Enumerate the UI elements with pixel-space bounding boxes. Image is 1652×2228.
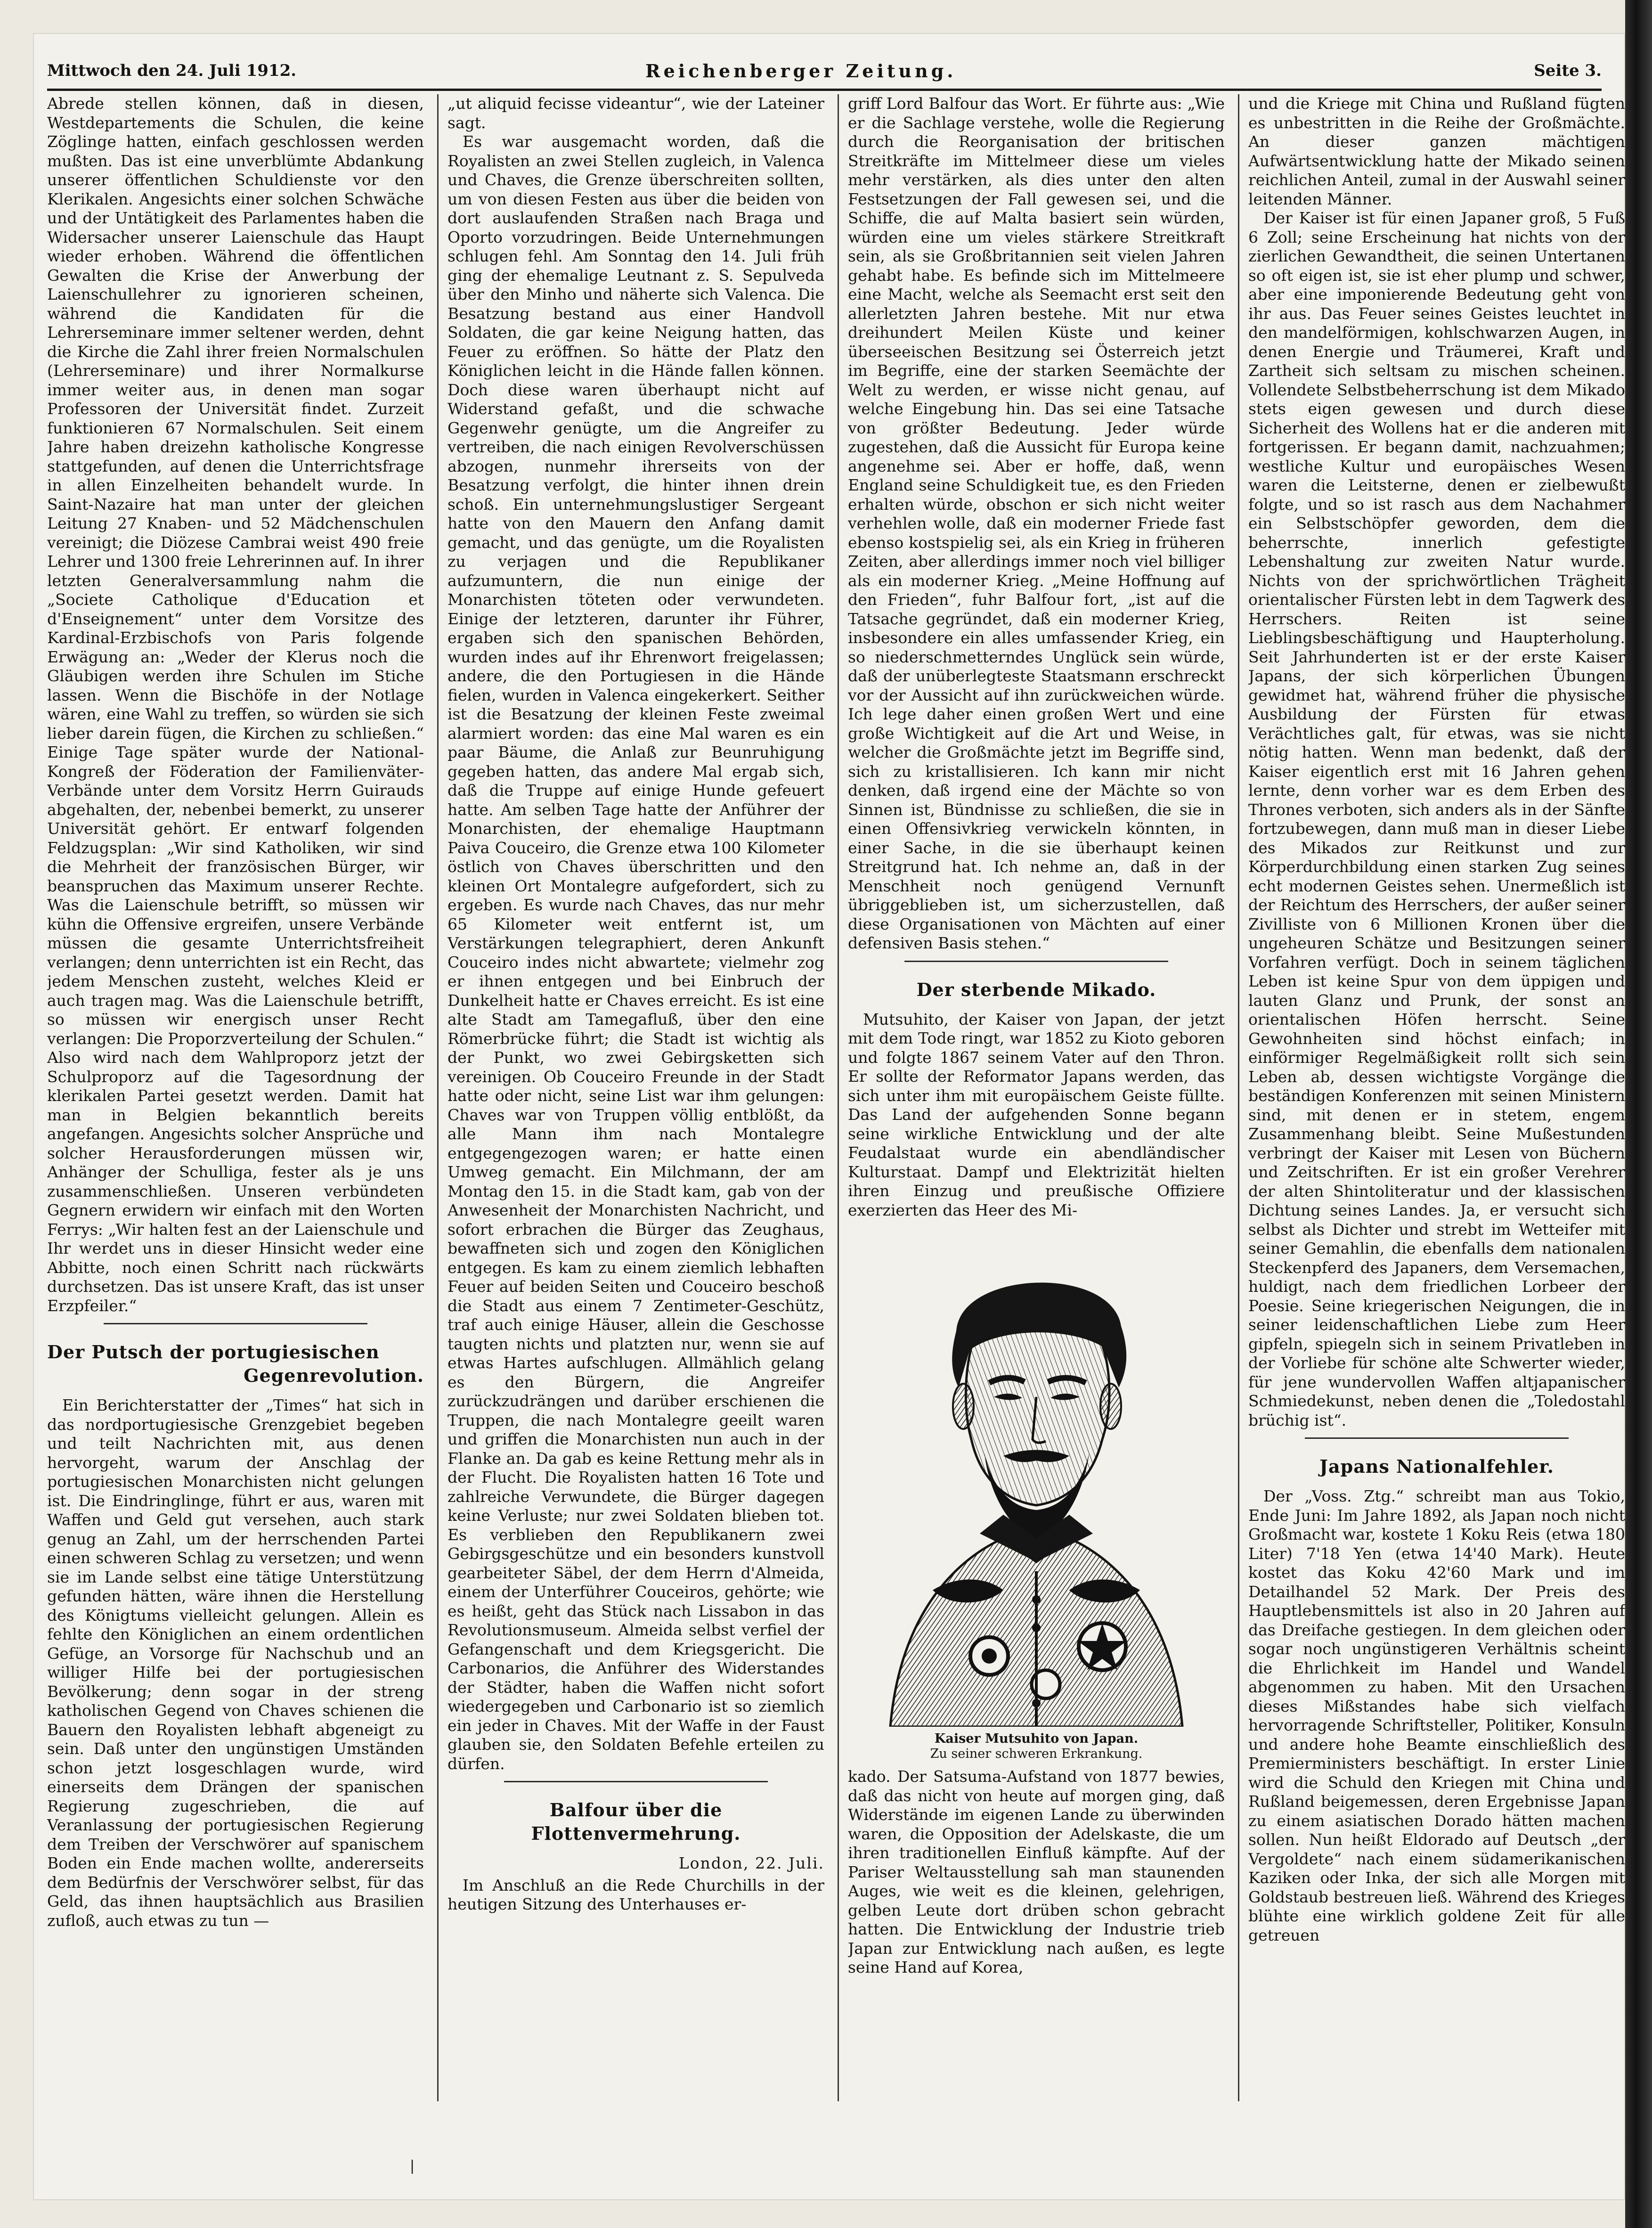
headline-japan-fault: Japans Nationalfehler. <box>1319 1456 1554 1477</box>
page-number: Seite 3. <box>1534 61 1602 80</box>
caption-main: Kaiser Mutsuhito von Japan. <box>934 1731 1139 1746</box>
portugal-continued-text: „ut aliquid fecisse videantur“, wie der Lateiner sagt. <box>448 94 824 132</box>
newspaper-title: Reichenberger Zeitung. <box>645 60 957 82</box>
column-1 <box>47 94 424 2115</box>
headline-mikado: Der sterbende Mikado. <box>916 979 1156 1000</box>
header-date: Mittwoch den 24. Juli 1912. <box>47 61 297 80</box>
school-article-text: Abrede stellen können, daß in diesen, Westdepartements die Schulen, die keine Zöglinge hatten, einfach geschlossen werden mußten. Das ist eine unverblümte Abdankung unserer öffentlichen Schuldienste vor den Klerikalen. Angesichts einer solchen Schwäche und der Untätigkeit des Parlamentes haben die Widersacher unserer Laienschule das Haupt wieder erhoben. Während die öffentlichen Gewalten die Krise der Anwerbung der Laienschullehrer zu ignorieren scheinen, während die Kandidaten für die Lehrerseminare immer seltener werden, dehnt die Kirche die Zahl ihrer freien Normalschulen (Lehrerseminare) und ihrer Normalkurse immer weiter aus, in denen man sogar Professoren der Universität findet. Zurzeit funktionieren 67 Normalschulen. Seit einem Jahre haben dreizehn katholische Kongresse stattgefunden, auf denen die Unterrichtsfrage in allen Einzelheiten behandelt wurde. In Saint-Nazaire hat man unter der gleichen Leitung 27 Knaben- und 52 Mädchenschulen vereinigt; die Diözese Cambrai weist 490 freie Lehrer und 1300 freie Lehrerinnen auf. In ihrer letzten Generalversammlung nahm die „Societe Catholique d'Education et d'Enseignement“ unter dem Vorsitze des Kardinal-Erzbischofs von Paris folgende Erwägung an: „Weder der Klerus noch die Gläubigen werden ihre Schulen im Stiche lassen. Wenn die Bischöfe in der Notlage wären, eine Wahl zu treffen, so würden sie sich lieber darein fügen, die Kirchen zu schließen.“ Einige Tage später wurde der National-Kongreß der Föderation der Familienväter-Verbände unter dem Vorsitz Herrn Guirauds abgehalten, der, nebenbei bemerkt, zu unserer Universität gehört. Er entwarf folgenden Feldzugsplan: „Wir sind Katholiken, wir sind die Mehrheit der französischen Bürger, wir beanspruchen das Maximum unserer Rechte. Was die Laienschule betrifft, so müssen wir kühn die Offensive ergreifen, unsere Verbände müssen die gesamte Unterrichtsfreiheit verlangen; denn unterrichten ist ein Recht, das jedem Menschen zusteht, welches Kleid er auch tragen mag. Was die Laienschule betrifft, so müssen wir energisch unser Recht verlangen: Die Proporzverteilung der Schulen.“ Also wird nach dem Wahlproporz jetzt der Schulproporz auf die Tagesordnung der klerikalen Partei gesetzt werden. Damit hat man in Belgien bekanntlich bereits angefangen. Angesichts solcher Ansprüche und solcher Herausforderungen müssen wir, Anhänger der Schulliga, fester als je uns zusammenschließen. Unseren verbündeten Gegnern erwidern wir einfach mit den Worten Ferrys: „Wir halten fest an der Laienschule und Ihr werdet uns in dieser Hinsicht weder eine Abbitte, noch einen Schritt nach rückwärts durchsetzen. Das ist unsere Kraft, das ist unser Erzpfeiler.“ <box>47 94 424 1315</box>
headline-balfour: Balfour über die Flottenvermehrung. <box>531 1799 741 1844</box>
mikado-portrait <box>848 1232 1225 1727</box>
column-rule <box>1238 94 1239 2101</box>
dateline-london: London, 22. Juli. <box>678 1854 824 1872</box>
caption-sub: Zu seiner schweren Erkrankung. <box>930 1746 1143 1761</box>
header-rule <box>47 89 1602 91</box>
column-3 <box>848 94 1225 2115</box>
mikado-continued-text: kado. Der Satsuma-Aufstand von 1877 bewies, daß das nicht von heute auf morgen ging, daß Widerstände im eigenen Lande zu überwinden waren, die Opposition der Adelskaste, die um ihren traditionellen Einfluß kämpfte. Auf der Pariser Weltausstellung sah man staunenden Auges, wie weit es die kleinen, gelehrigen, gelben Leute dort drüben schon gebracht hatten. Die Entwicklung der Industrie trieb Japan zur Entwicklung nach außen, es legte seine Hand auf Korea, <box>848 1767 1225 1976</box>
portugal-main-text: Es war ausgemacht worden, daß die Royalisten an zwei Stellen zugleich, in Valenca und Chaves, die Grenze überschreiten sollten, um von diesen Festen aus über die beiden von dort auslaufenden Straßen nach Braga und Oporto vorzudringen. Beide Unternehmungen schlugen fehl. Am Sonntag den 14. Juli früh ging der ehemalige Leutnant z. S. Sepulveda über den Minho und näherte sich Valenca. Die Besatzung bestand aus einer Handvoll Soldaten, die gar keine Neigung hatten, das Feuer zu eröffnen. So hätte der Platz den Königlichen leicht in die Hände fallen können. Doch diese waren überhaupt nicht auf Widerstand gefaßt, und die schwache Gegenwehr genügte, um die Angreifer zu vertreiben, die nach einigen Revolverschüssen abzogen, nunmehr ihrerseits von der Besatzung verfolgt, die hinter ihnen drein schoß. Ein unternehmungslustiger Sergeant hatte von den Mauern den Anfang damit gemacht, und das genügte, um die Royalisten zu verjagen und die Republikaner aufzumuntern, die nun einige der Monarchisten töteten oder verwundeten. Einige der letzteren, darunter ihr Führer, ergaben sich den spanischen Behörden, wurden indes auf ihr Ehrenwort freigelassen; andere, die den Portugiesen in die Hände fielen, wurden in Valenca eingekerkert. Seither ist die Besatzung der kleinen Feste zweimal alarmiert worden: das eine Mal waren es ein paar Bäume, die Anlaß zur Beunruhigung gegeben hatten, das andere Mal ergab sich, daß die Truppe auf einige Hunde gefeuert hatte. Am selben Tage hatte der Anführer der Monarchisten, der ehemalige Hauptmann Paiva Couceiro, die Grenze etwa 100 Kilometer östlich von Chaves überschritten und den kleinen Ort Montalegre aufgefordert, sich zu ergeben. Es wurde nach Chaves, das nur mehr 65 Kilometer weit entfernt ist, um Verstärkungen telegraphiert, deren Ankunft Couceiro indes nicht abwartete; vielmehr zog er ihnen entgegen und bei Einbruch der Dunkelheit hatte er Chaves erreicht. Es ist eine alte Stadt am Tamegafluß, über den eine Römerbrücke führt; die Stadt ist wichtig als der Punkt, wo zwei Gebirgsketten sich vereinigen. Ob Couceiro Freunde in der Stadt hatte oder nicht, seine List war ihm gelungen: Chaves war von Truppen völlig entblößt, da alle Mann ihm nach Montalegre entgegengezogen waren; er hatte einen Umweg gemacht. Ein Milchmann, der am Montag den 15. in die Stadt kam, gab von der Anwesenheit der Monarchisten Nachricht, und sofort erbrachen die Bürger das Zeughaus, bewaffneten sich und zogen den Königlichen entgegen. Es kam zu einem ziemlich lebhaften Feuer auf beiden Seiten und Couceiro beschoß die Stadt aus einem 7 Zentimeter-Geschütz, traf auch einige Häuser, allein die Geschosse taugten nichts und platzten nur, wenn sie auf etwas Hartes aufschlugen. Allmählich gelang es den Bürgern, die Angreifer zurückzudrängen und darüber erschienen die Truppen, die nach Montalegre geeilt waren und griffen die Monarchisten nun auch in der Flanke an. Da gab es keine Rettung mehr als in der Flucht. Die Royalisten hatten 16 Tote und zahlreiche Verwundete, die Bürger dagegen keine Verluste; nur zwei Soldaten blieben tot. Es verblieben den Republikanern zwei Gebirgsgeschütze und ein besonders kunstvoll gearbeiteter Säbel, der dem Herrn d'Almeida, einem der Unterführer Couceiros, gehörte; wie es heißt, geht das Stück nach Lissabon in das Revolutionsmuseum. Almeida selbst verfiel der Gefangenschaft und dem Kriegsgericht. Die Carbonarios, die Anführer des Widerstandes der Städter, haben die Waffen nicht sofort wiedergegeben und Carbonario ist so ziemlich ein jeder in Chaves. Mit der Waffe in der Faust glauben sie, den Soldaten Befehle erteilen zu dürfen. <box>448 132 824 1773</box>
section-divider <box>904 961 1168 962</box>
scan-edge <box>1625 0 1652 2228</box>
portrait-caption <box>848 1731 1225 1762</box>
column-4 <box>1248 94 1625 2115</box>
headline-portugal-line1: Der Putsch der portugiesischen <box>47 1341 380 1363</box>
mikado-portrait-text: Der Kaiser ist für einen Japaner groß, 5 Fuß 6 Zoll; seine Erscheinung hat nichts von der zierlichen Gewandtheit, die seinen Untertanen so oft eigen ist, sie ist eher plump und schwer, aber eine imponierende Bedeutung geht von ihr aus. Das Feuer seines Geistes leuchtet in den mandelförmigen, kohlschwarzen Augen, in denen Energie und Träumerei, Kraft und Zartheit sich seltsam zu mischen scheinen. Vollendete Selbstbeherrschung ist dem Mikado stets eigen gewesen und durch diese Sicherheit des Wollens hat er die anderen mit fortgerissen. Er begann damit, nachzuahmen; westliche Kultur und europäisches Wesen waren die Leitsterne, denen er zielbewußt folgte, und so ist rasch aus dem Nachahmer ein Selbstschöpfer geworden, dem die beherrschte, innerlich gefestigte Lebenshaltung zur zweiten Natur wurde. Nichts von der sprichwörtlichen Trägheit orientalischer Fürsten lebt in dem Tagwerk des Herrschers. Reiten ist seine Lieblingsbeschäftigung und Haupterholung. Seit Jahrhunderten ist er der erste Kaiser Japans, der sich körperlichen Übungen gewidmet hat, während früher die physische Ausbildung der Fürsten für etwas Verächtliches galt, für etwas, was sie nicht nötig hatten. Wenn man bedenkt, daß der Kaiser eigentlich erst mit 16 Jahren gehen lernte, denn vorher war es dem Erben des Thrones verboten, sich anders als in der Sänfte fortzubewegen, dann muß man in dieser Liebe des Mikados zur Reitkunst und zur Körperdurchbildung einen starken Zug seines echt modernen Geistes sehen. Unermeßlich ist der Reichtum des Herrschers, der außer seiner Zivilliste von 6 Millionen Kronen über die ungeheuren Schätze und Besitzungen seiner Vorfahren verfügt. Doch in seinem täglichen Leben ist keine Spur von dem üppigen und lauten Glanz und Prunk, der sonst an orientalischen Höfen herrscht. Seine Gewohnheiten sind höchst einfach; in einförmiger Regelmäßigkeit rollt sich sein Leben ab, dessen wichtigste Vorgänge die beständigen Konferenzen mit seinen Ministern sind, mit denen er in stetem, engem Zusammenhang bleibt. Seine Mußestunden verbringt der Kaiser mit Lesen von Büchern und Zeitschriften. Er ist ein großer Verehrer der alten Shintoliteratur und der klassischen Dichtung seines Landes. Ja, er versucht sich selbst als Dichter und strebt im Wetteifer mit seiner Gemahlin, die ebenfalls dem nationalen Steckenpferd des Japaners, dem Versemachen, huldigt, nach dem friedlichen Lorbeer der Poesie. Seine kriegerischen Neigungen, die in seiner leidenschaftlichen Liebe zum Heer gipfeln, spiegeln sich in seinem Privatleben in der Vorliebe für schöne alte Schwerter wieder, für jene wundervollen Waffen altjapanischer Schmiedekunst, neben denen die „Toledostahl brüchig ist“. <box>1248 209 1625 1429</box>
column-rule <box>838 94 839 2101</box>
japan-fault-text: Der „Voss. Ztg.“ schreibt man aus Tokio, Ende Juni: Im Jahre 1892, als Japan noch nicht Großmacht war, kostete 1 Koku Reis (etwa 180 Liter) 7'18 Yen (etwa 14'40 Mark). Heute kostet das Koku 42'60 Mark und im Detailhandel 52 Mark. Der Preis des Hauptlebensmittels ist also in 20 Jahren auf das Dreifache gestiegen. In dem gleichen oder sogar noch ungünstigeren Verhältnis scheint die Ehrlichkeit im Handel und Wandel abgenommen zu haben. Mit den Ursachen dieses Mißstandes habe sich vielfach hervorragende Schriftsteller, Politiker, Konsuln und andere hohe Beamte einschließlich des Premierministers beschäftigt. In erster Linie wird die Schuld den Kriegen mit China und Rußland beigemessen, deren Ergebnisse Japan zu einem asiatischen Dorado hätten machen sollen. Nun heißt Eldorado auf Deutsch „der Vergoldete“ nach einem südamerikanischen Kaziken oder Inka, der sich alle Morgen mit Goldstaub bestreuen ließ. Während des Krieges blühte eine wirklich goldene Zeit für alle getreuen <box>1248 1487 1625 1944</box>
section-divider <box>504 1781 768 1782</box>
section-divider <box>1305 1437 1569 1439</box>
mikado-intro-text: Mutsuhito, der Kaiser von Japan, der jetzt mit dem Tode ringt, war 1852 zu Kioto geboren und folgte 1867 seinem Vater auf den Thron. Er sollte der Reformator Japans werden, das sich unter ihm mit europäischem Geiste füllte. Das Land der aufgehenden Sonne begann seine wirkliche Entwicklung und der alte Feudalstaat wurde ein abendländischer Kulturstaat. Dampf und Elektrizität hielten ihren Einzug und preußische Offiziere exerzierten das Heer des Mi- <box>848 1010 1225 1219</box>
column-2 <box>448 94 824 2115</box>
column-rule <box>437 94 439 2101</box>
headline-portugal-putsch <box>47 1340 424 1387</box>
balfour-speech-text: griff Lord Balfour das Wort. Er führte aus: „Wie er die Sachlage verstehe, wolle die Regierung durch die Reorganisation der britischen Streitkräfte im Mittelmeer diese um vieles mehr verstärken, als dies unter den alten Festsetzungen der Fall gewesen sei, und die Schiffe, die auf Malta basiert sein würden, würden eine um vieles stärkere Streitkraft sein, als sie Großbritannien seit vielen Jahren gehabt habe. Es befinde sich im Mittelmeere eine Macht, welche als Seemacht erst seit den allerletzten Jahren bestehe. Mit nur etwa dreihundert Meilen Küste und keiner überseeischen Besitzung sei Österreich jetzt im Begriffe, eine der starken Seemächte der Welt zu werden, er wisse nicht genau, auf welche Eingebung hin. Das sei eine Tatsache von größter Bedeutung. Jeder würde zugestehen, daß die Aussicht für Europa keine angenehme sei. Aber er hoffe, daß, wenn England seine Schuldigkeit tue, es den Frieden erhalten würde, obschon er sich nicht weiter verhehlen wolle, daß ein moderner Friede fast ebenso kostspielig sei, als ein Krieg in früheren Zeiten, aber allerdings immer noch viel billiger als ein moderner Krieg. „Meine Hoffnung auf den Frieden“, fuhr Balfour fort, „ist auf die Tatsache gegründet, daß ein moderner Krieg, insbesondere ein alles umfassender Krieg, ein so niederschmetterndes Unglück sein würde, daß der unüberlegteste Staatsmann erschreckt vor der Aussicht auf ihn zurückweichen würde. Ich lege daher einen großen Wert und eine große Wichtigkeit auf die Art und Weise, in welcher die Großmächte jetzt im Begriffe sind, sich zu kristallisieren. Ich kann mir nicht denken, daß irgend eine der Mächte so von Sinnen ist, Bündnisse zu schließen, die sie in einen Offensivkrieg verwickeln könnten, in einer Sache, in die sie überhaupt keinen Streitgrund hat. Ich nehme an, daß in der Menschheit noch genügend Vernunft übriggeblieben ist, um sicherzustellen, daß diese Organisationen von Mächten auf einer defensiven Basis stehen.“ <box>848 94 1225 952</box>
page-header <box>47 56 1602 89</box>
mikado-powers-text: und die Kriege mit China und Rußland fügten es unbestritten in die Reihe der Großmächte. An dieser ganzen mächtigen Aufwärtsentwicklung hatte der Mikado seinen reichlichen Anteil, zumal in der Auswahl seiner leitenden Männer. <box>1248 94 1625 208</box>
headline-portugal-line2: Gegenrevolution. <box>244 1365 424 1386</box>
balfour-intro-text: Im Anschluß an die Rede Churchills in der heutigen Sitzung des Unterhauses er- <box>448 1876 824 1913</box>
footer-mark: | <box>410 2158 415 2174</box>
portugal-article-text: Ein Berichterstatter der „Times“ hat sich in das nordportugiesische Grenzgebiet begeben und teilt Nachrichten mit, aus denen hervorgeht, warum der Anschlag der portugiesischen Monarchisten nicht gelungen ist. Die Eindringlinge, führt er aus, waren mit Waffen und Geld gut versehen, auch stark genug an Zahl, um der herrschenden Partei einen schweren Schlag zu versetzen; und wenn sie im Lande selbst eine tätige Unterstützung gefunden hätten, wäre ihnen die Herstellung des Königtums vielleicht gelungen. Allein es fehlte den Königlichen an einem ordentlichen Gefüge, an Vorsorge für Nachschub und an williger Hilfe bei der portugiesischen Bevölkerung; denn sogar in der streng katholischen Gegend von Chaves schienen die Bauern den Royalisten lebhaft abgeneigt zu sein. Daß unter den ungünstigen Umständen schon jetzt losgeschlagen wurde, wird einerseits dem Drängen der spanischen Regierung zugeschrieben, die auf Veranlassung der portugiesischen Regierung dem Treiben der Verschwörer auf spanischem Boden ein Ende machen wollte, andererseits dem Bedürfnis der Verschwörer selbst, für das Geld, das ihnen hauptsächlich aus Brasilien zufloß, auch etwas zu tun — <box>47 1396 424 1930</box>
section-divider <box>104 1323 367 1324</box>
portrait-engraving <box>848 1232 1225 1727</box>
